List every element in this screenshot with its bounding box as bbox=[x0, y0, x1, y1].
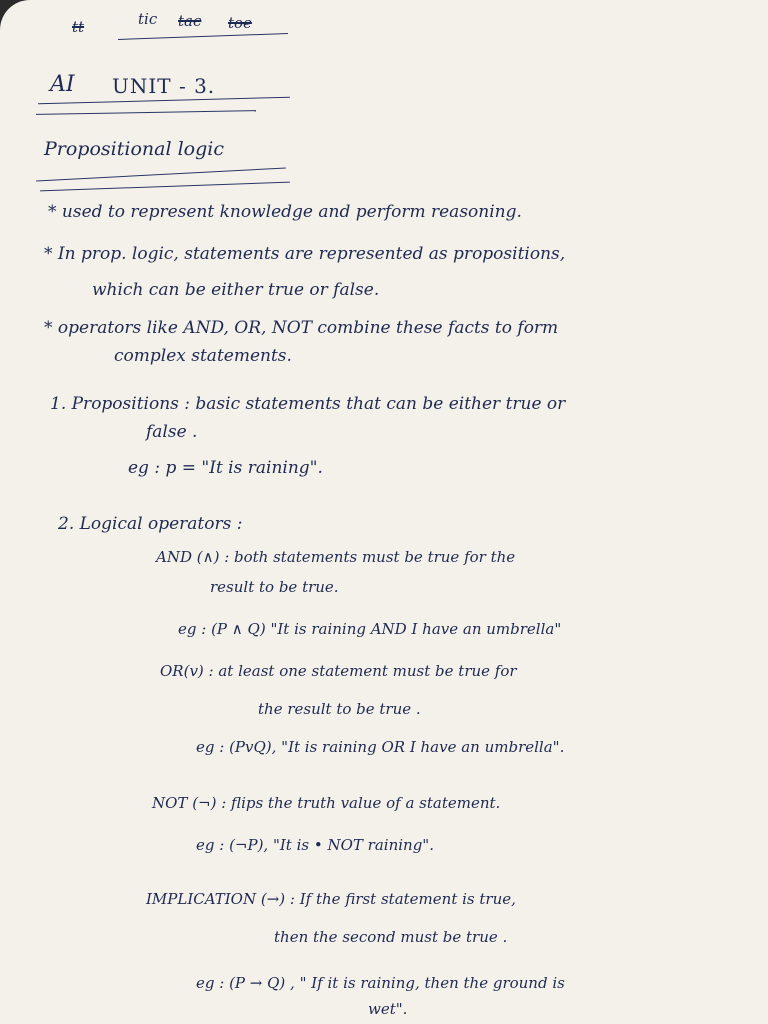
scribble-left: tt bbox=[72, 18, 85, 36]
or-example: eg : (PvQ), "It is raining OR I have an umbrella". bbox=[196, 738, 565, 756]
heading-underline-1 bbox=[36, 167, 286, 181]
title-underline-2 bbox=[36, 110, 256, 115]
or-line1: OR(v) : at least one statement must be true for bbox=[160, 662, 517, 680]
scribble-word-toe: toe bbox=[228, 14, 252, 32]
section1-example: eg : p = "It is raining". bbox=[128, 458, 323, 478]
bullet-3-cont: complex statements. bbox=[114, 346, 292, 366]
and-line1: AND (∧) : both statements must be true for the bbox=[156, 548, 516, 566]
implication-example-cont: wet". bbox=[368, 1000, 408, 1018]
heading-underline-2 bbox=[40, 182, 290, 192]
bullet-2: * In prop. logic, statements are represented as propositions, bbox=[44, 244, 566, 264]
bullet-2-cont: which can be either true or false. bbox=[92, 280, 380, 300]
scribble-word-tic: tic bbox=[138, 10, 158, 28]
section1-line2: false . bbox=[146, 422, 198, 442]
section2-heading: 2. Logical operators : bbox=[58, 514, 243, 534]
or-line2: the result to be true . bbox=[258, 700, 421, 718]
implication-line1: IMPLICATION (→) : If the first statement is true, bbox=[146, 890, 516, 908]
bullet-3: * operators like AND, OR, NOT combine these facts to form bbox=[44, 318, 559, 338]
not-example: eg : (¬P), "It is • NOT raining". bbox=[196, 836, 434, 854]
heading-propositional-logic: Propositional logic bbox=[44, 138, 224, 160]
not-line: NOT (¬) : flips the truth value of a statement. bbox=[152, 794, 501, 812]
title-unit: UNIT - 3. bbox=[112, 74, 216, 98]
title-ai: AI bbox=[50, 72, 75, 97]
scribble-underline bbox=[118, 33, 288, 40]
section1-line1: 1. Propositions : basic statements that can be either true or bbox=[50, 394, 566, 414]
and-example: eg : (P ∧ Q) "It is raining AND I have an umbrella" bbox=[178, 620, 562, 638]
bullet-1: * used to represent knowledge and perform reasoning. bbox=[48, 202, 522, 222]
and-line2: result to be true. bbox=[210, 578, 339, 596]
implication-line2: then the second must be true . bbox=[274, 928, 508, 946]
scribble-word-tac: tac bbox=[178, 12, 202, 30]
implication-example: eg : (P → Q) , " If it is raining, then the ground is bbox=[196, 974, 565, 992]
